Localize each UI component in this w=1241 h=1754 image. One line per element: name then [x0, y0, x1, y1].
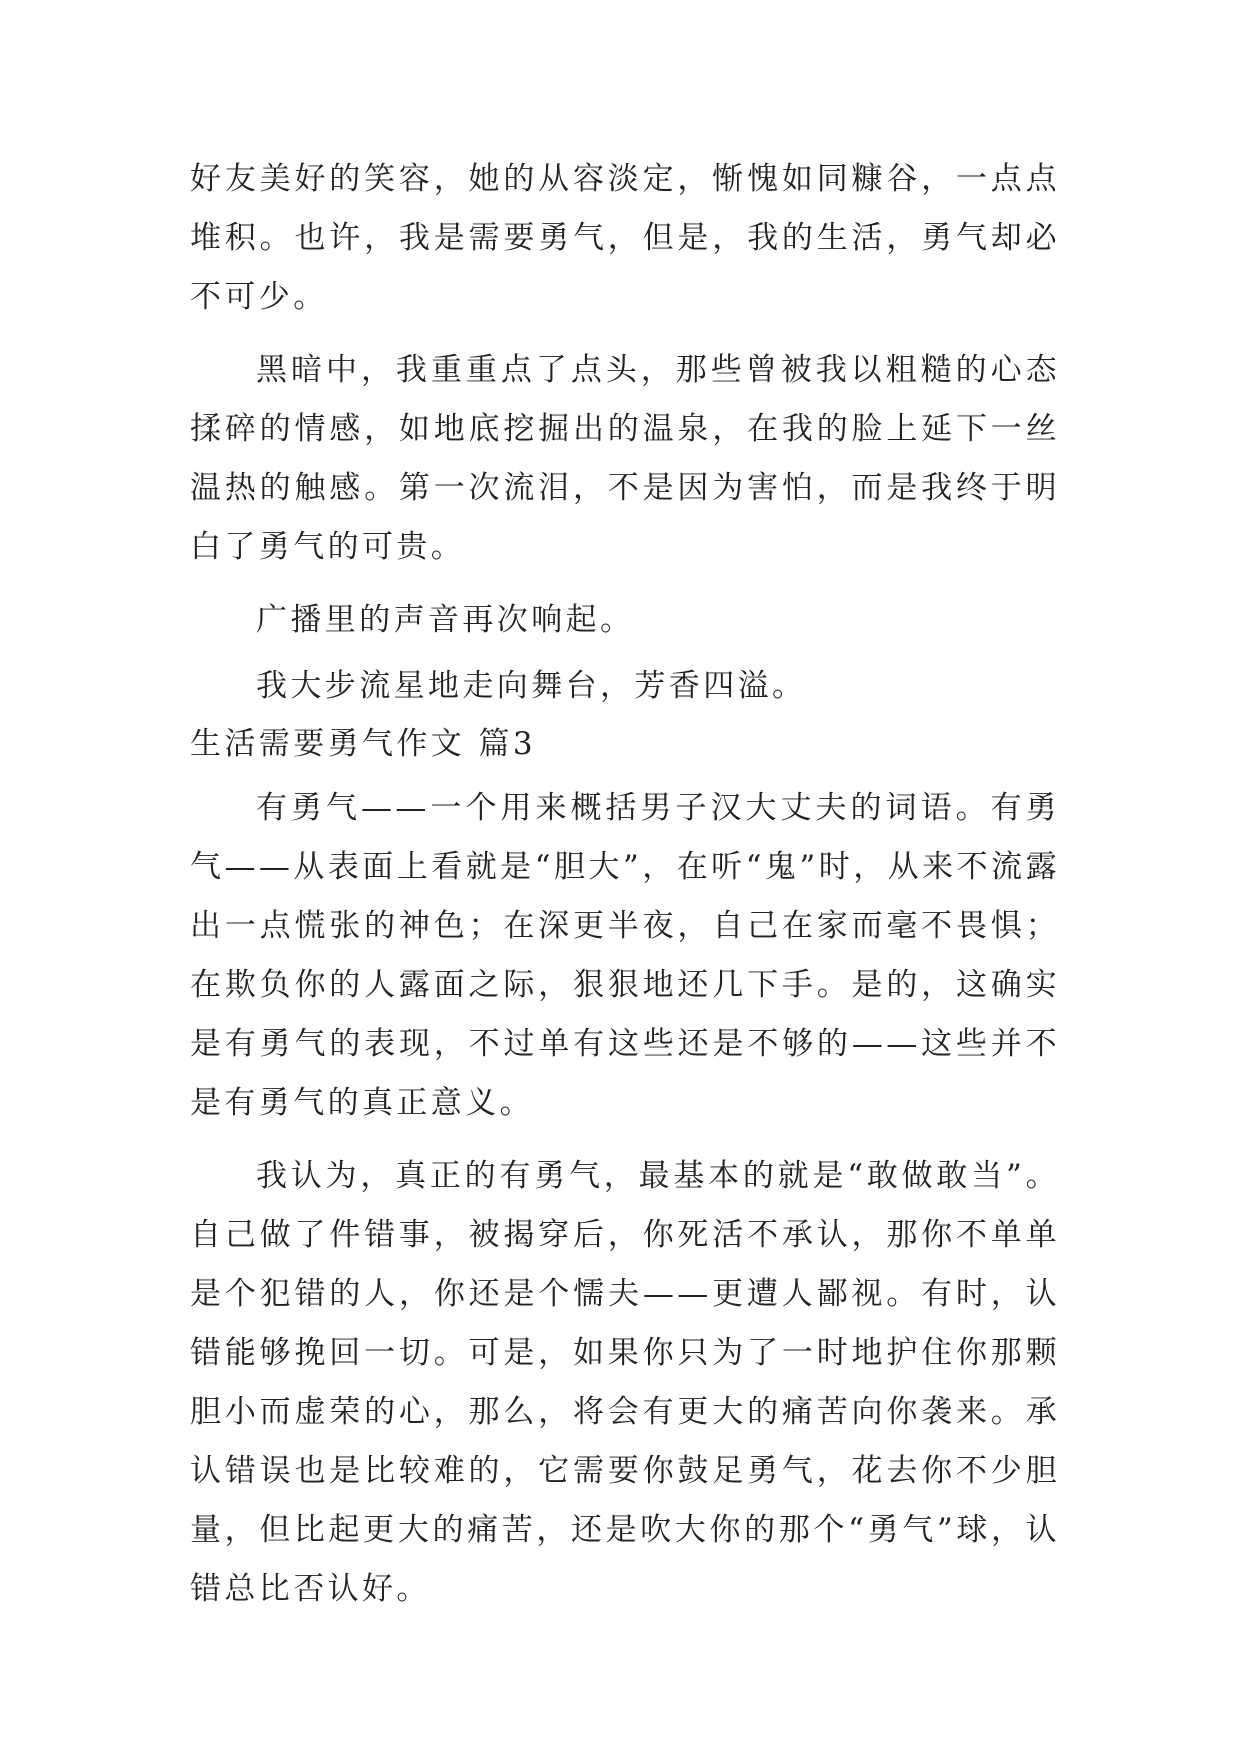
section-heading: 生活需要勇气作文 篇3 — [190, 726, 536, 762]
paragraph-broadcast: 广播里的声音再次响起。 — [256, 602, 635, 638]
paragraph-courage-responsibility: 我认为，真正的有勇气，最基本的就是“敢做敢当”。自己做了件错事，被揭穿后，你死活不承认，那你不单单是个犯错的人，你还是个懦夫——更遭人鄙视。有时，认错能够挽回一切。可是，如果你只为了一时地护住你那颗胆小而虚荣的心，那么，将会有更大的痛苦向你袭来。承认错误也是比较难的，它需要你鼓足勇气，花去你不少胆量，但比起更大的痛苦，还是吹大你的那个“勇气”球，认错总比否认好。 — [190, 1158, 1060, 1607]
paragraph-courage-definition: 有勇气——一个用来概括男子汉大丈夫的词语。有勇气——从表面上看就是“胆大”，在听“鬼”时，从来不流露出一点慌张的神色；在深更半夜，自己在家而毫不畏惧；在欺负你的人露面之际，狠狠地还几下手。是的，这确实是有勇气的表现，不过单有这些还是不够的——这些并不是有勇气的真正意义。 — [190, 790, 1060, 1121]
paragraph-darkness: 黑暗中，我重重点了点头，那些曾被我以粗糙的心态揉碎的情感，如地底挖掘出的温泉，在我的脸上延下一丝温热的触感。第一次流泪，不是因为害怕，而是我终于明白了勇气的可贵。 — [190, 352, 1060, 565]
document-page — [190, 150, 1060, 1629]
paragraph-continuation: 好友美好的笑容，她的从容淡定，惭愧如同糠谷，一点点堆积。也许，我是需要勇气，但是，我的生活，勇气却必不可少。 — [190, 161, 1060, 315]
paragraph-stage: 我大步流星地走向舞台，芳香四溢。 — [256, 668, 807, 704]
